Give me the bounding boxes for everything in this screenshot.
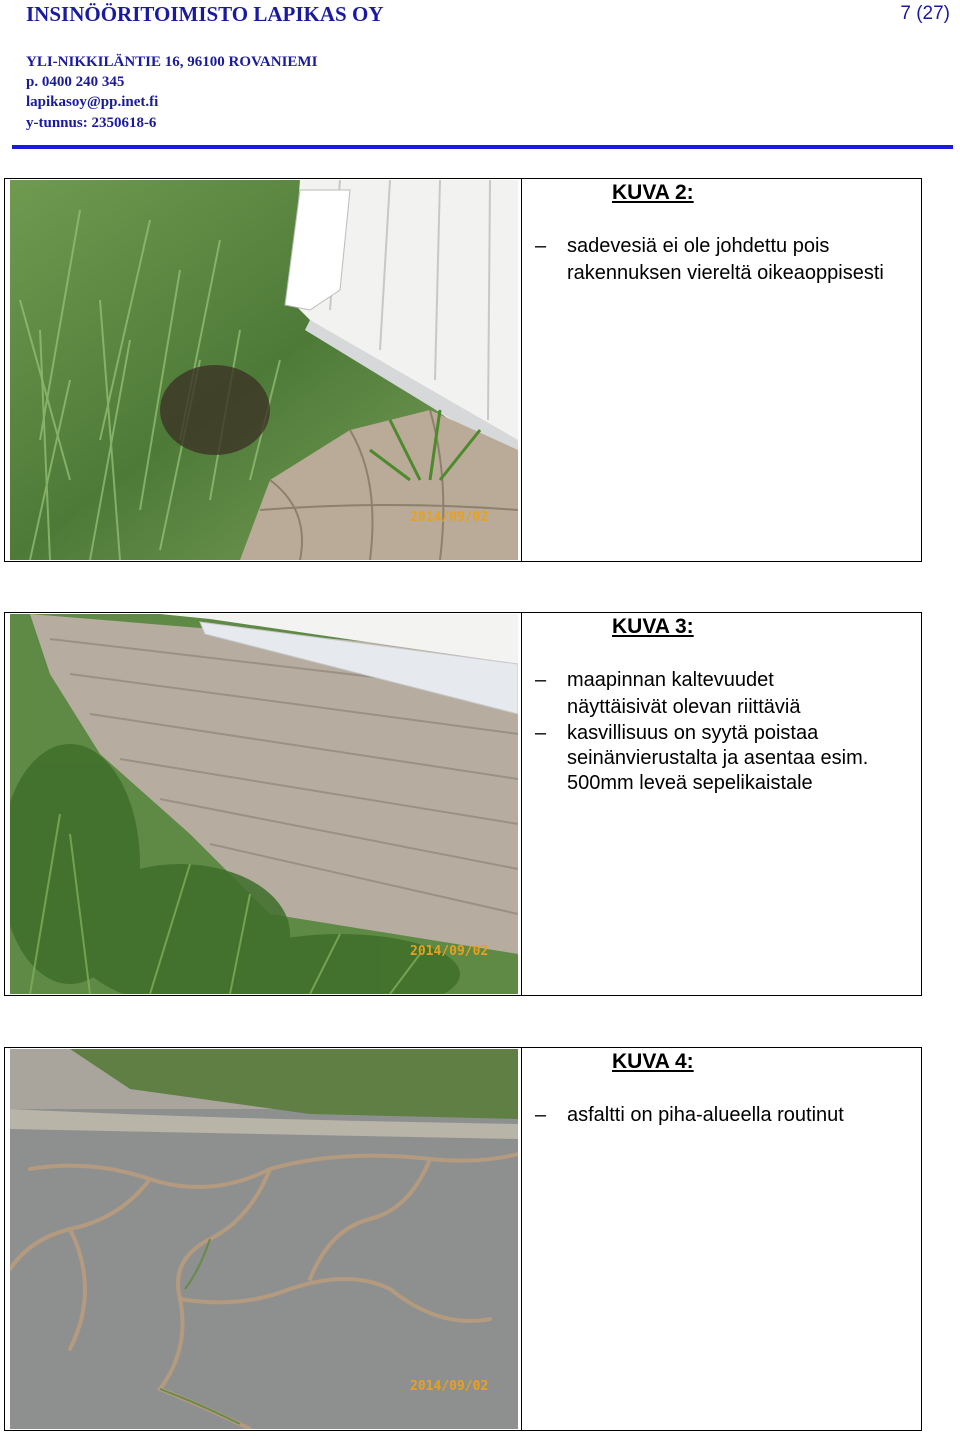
figure-text — [529, 1048, 921, 1430]
bullet-text: kasvillisuus on syytä poistaa seinänvierustalta ja asentaa esim. 500mm leveä sepelikaistale — [567, 722, 869, 794]
photo-kuva-4 — [10, 1049, 518, 1429]
bullet-text: sadevesiä ei ole johdettu pois rakennuksen viereltä oikeaoppisesti — [567, 235, 884, 284]
bullet-dash: – — [535, 235, 547, 257]
photo-asphalt-image — [10, 1049, 518, 1429]
address: YLI-NIKKILÄNTIE 16, 96100 ROVANIEMI — [26, 54, 318, 70]
figure-kuva-3 — [4, 612, 922, 996]
figure-divider — [521, 613, 522, 995]
bullet-item — [529, 667, 867, 721]
photo-kuva-2 — [10, 180, 518, 560]
bullet-dash: – — [535, 1104, 547, 1126]
photo-foundation-image — [10, 614, 518, 994]
email[interactable]: lapikasoy@pp.inet.fi — [26, 94, 159, 110]
bullet-list — [529, 667, 921, 796]
figure-title: KUVA 2: — [612, 181, 694, 204]
phone: p. 0400 240 345 — [26, 74, 125, 90]
bullet-list — [529, 1102, 921, 1129]
figure-text — [529, 613, 921, 995]
bullet-dash: – — [535, 722, 547, 744]
business-id: y-tunnus: 2350618-6 — [26, 115, 157, 131]
figure-divider — [521, 1048, 522, 1430]
header-rule — [12, 145, 953, 149]
figure-kuva-4 — [4, 1047, 922, 1431]
figure-title: KUVA 3: — [612, 615, 694, 638]
bullet-text: asfaltti on piha-alueella routinut — [567, 1104, 844, 1126]
bullet-dash: – — [535, 669, 547, 691]
photo-date-stamp: 2014/09/02 — [410, 510, 489, 525]
company-name: INSINÖÖRITOIMISTO LAPIKAS OY — [26, 2, 384, 26]
photo-date-stamp: 2014/09/02 — [410, 1379, 489, 1394]
bullet-item — [529, 233, 887, 287]
figure-text — [529, 179, 921, 561]
page-number: 7 (27) — [900, 3, 950, 24]
photo-date-stamp: 2014/09/02 — [410, 944, 489, 959]
photo-grass-pavers-image — [10, 180, 518, 560]
figure-kuva-2 — [4, 178, 922, 562]
bullet-list — [529, 233, 921, 287]
bullet-item — [529, 721, 927, 796]
figure-divider — [521, 179, 522, 561]
figure-title: KUVA 4: — [612, 1050, 694, 1073]
photo-kuva-3 — [10, 614, 518, 994]
bullet-text: maapinnan kaltevuudet näyttäisivät olevan riittäviä — [567, 669, 801, 718]
bullet-item — [529, 1102, 927, 1129]
